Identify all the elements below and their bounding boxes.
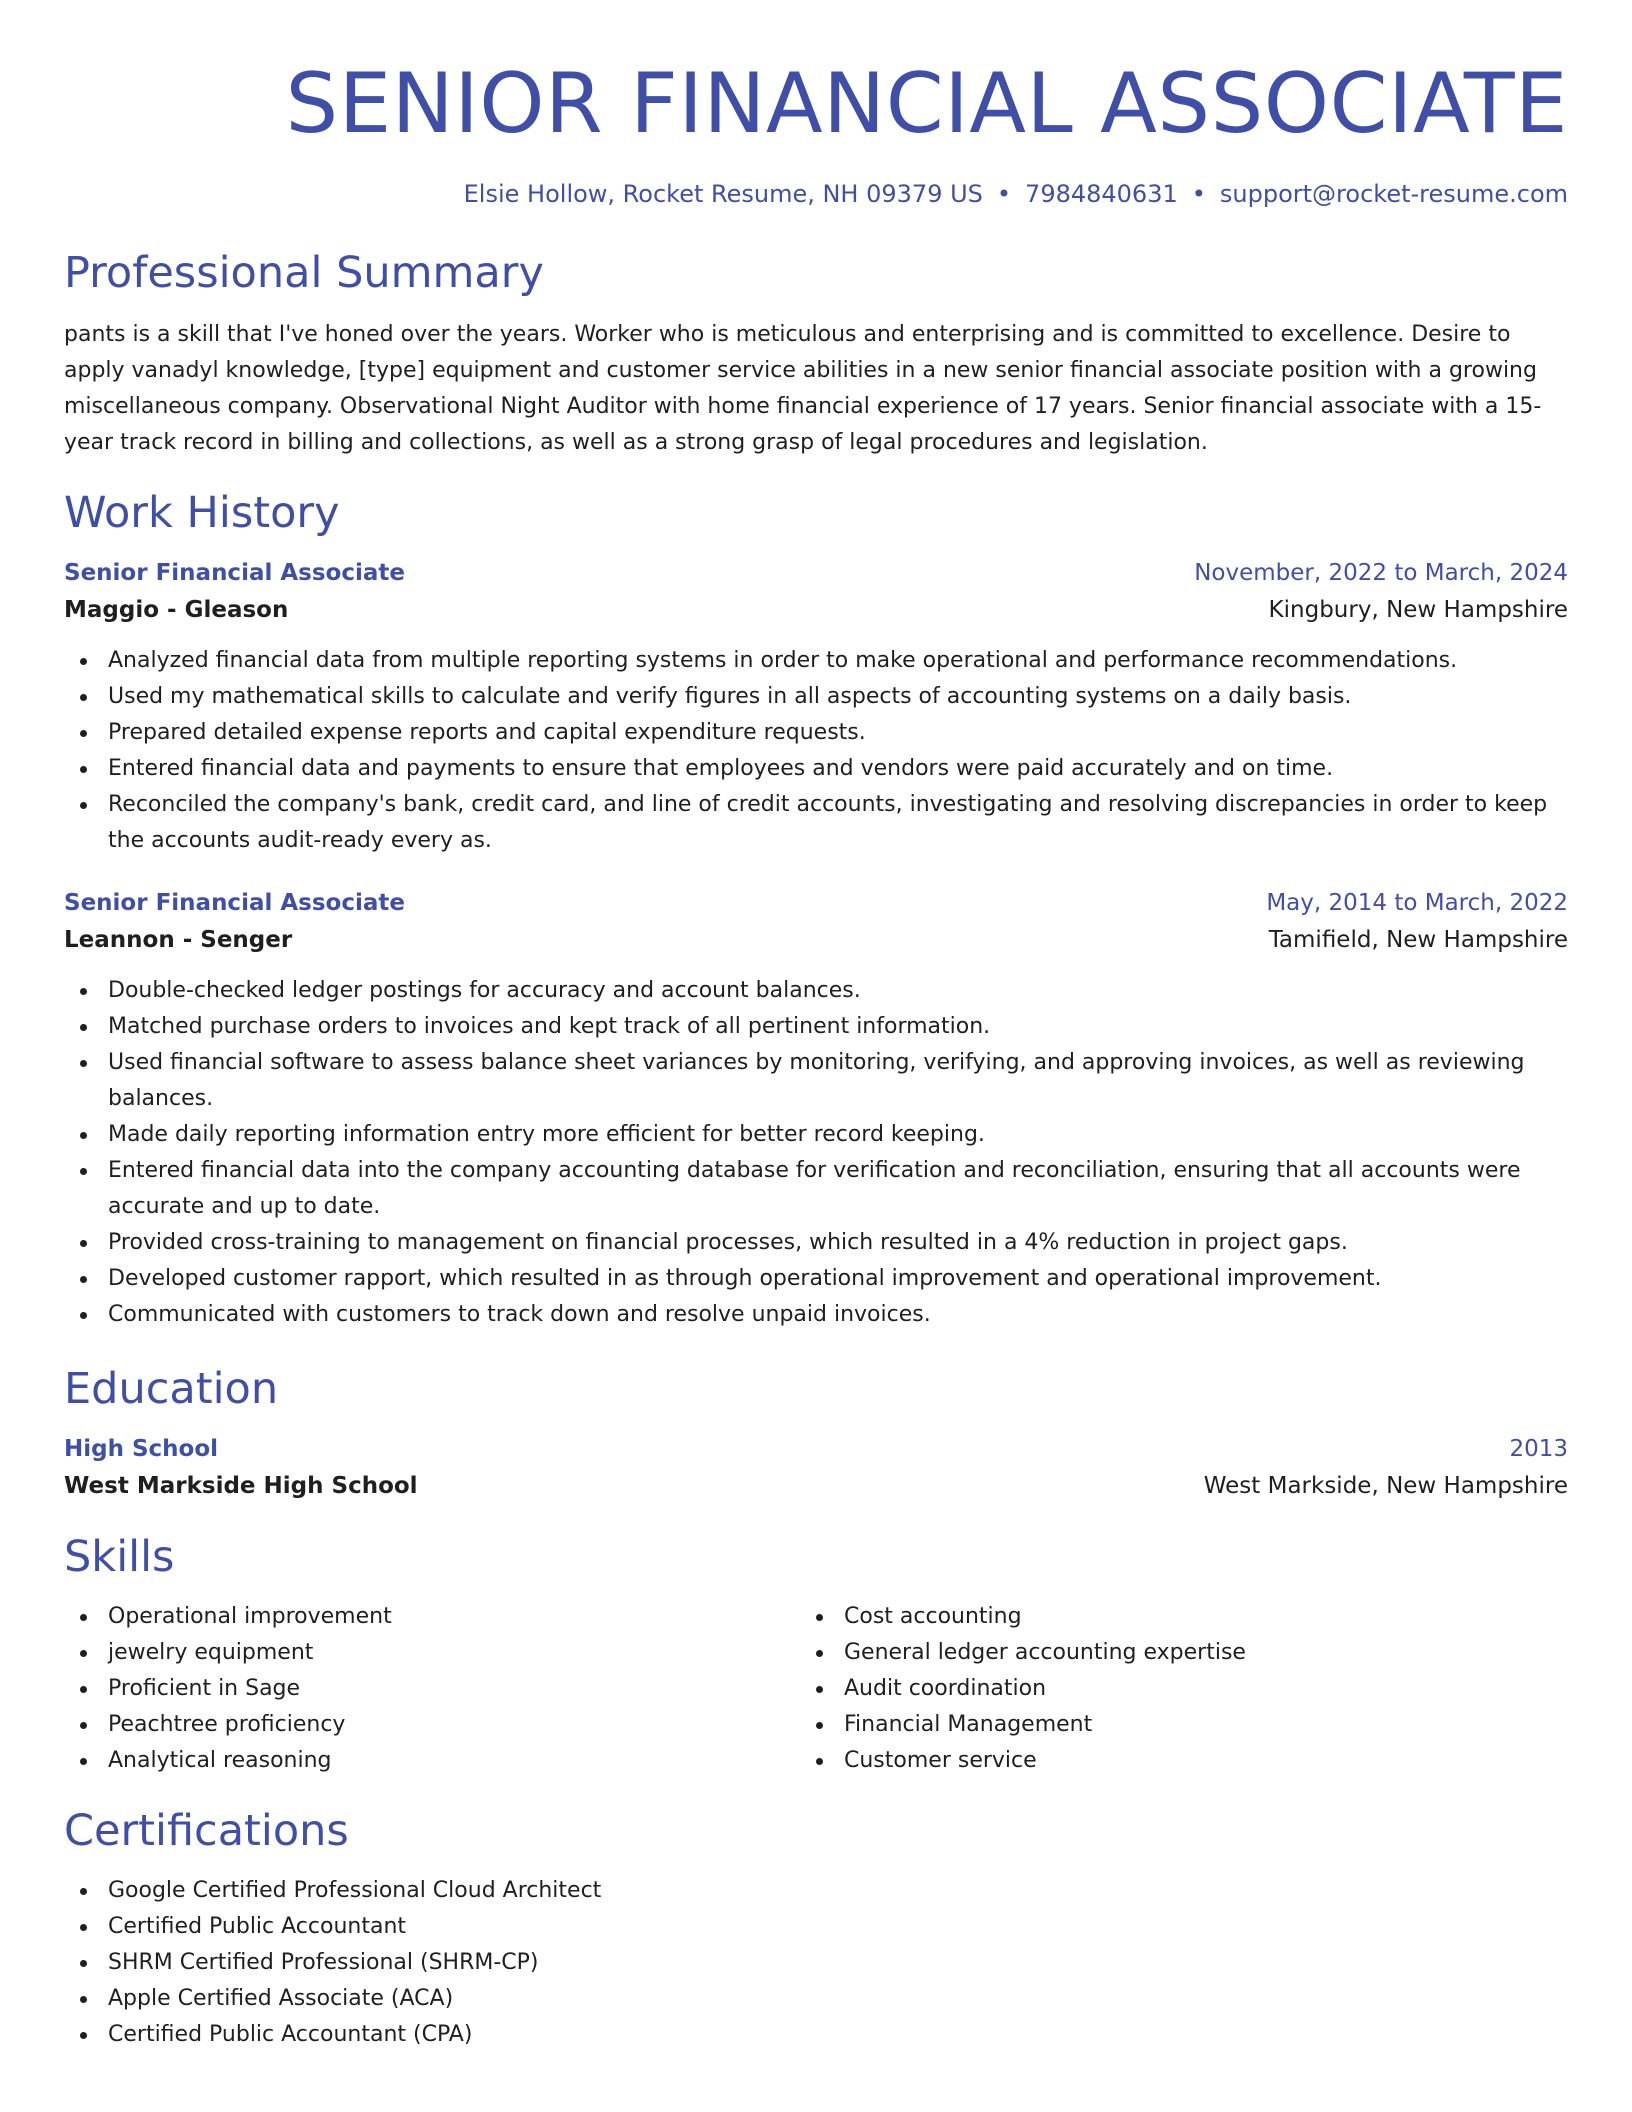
skill-text: Customer service: [844, 1748, 1037, 1773]
skill-item: [800, 1635, 1568, 1671]
section-heading-summary: Professional Summary: [64, 248, 544, 298]
certification-item: [64, 2017, 1568, 2053]
bullet-dot-icon: [80, 1132, 87, 1139]
job-company: Maggio - Gleason: [64, 597, 289, 623]
certifications-list: [64, 1873, 1568, 2053]
certification-item: [64, 1981, 1568, 2017]
bullet-dot-icon: [80, 988, 87, 995]
job-entry: [64, 555, 1568, 859]
section-heading-work-history: Work History: [64, 488, 340, 538]
section-heading-certifications: Certifications: [64, 1806, 349, 1856]
job-location: Tamifield, New Hampshire: [1268, 927, 1568, 953]
education-degree: High School: [64, 1436, 219, 1462]
bullet-dot-icon: [80, 2032, 87, 2039]
bullet-dot-icon: [816, 1686, 823, 1693]
bullet-dot-icon: [80, 1960, 87, 1967]
bullet-dot-icon: [80, 1168, 87, 1175]
certification-item: [64, 1873, 1568, 1909]
skill-item: [800, 1743, 1568, 1779]
bullet-dot-icon: [80, 1312, 87, 1319]
job-dates: November, 2022 to March, 2024: [1194, 560, 1568, 586]
bullet-text: Reconciled the company's bank, credit card, and line of credit accounts, investigating and resolving discrepancies in order to keep the accounts audit-ready every as.: [108, 792, 1548, 853]
skill-item: [800, 1707, 1568, 1743]
education-school-row: [64, 1467, 1568, 1505]
skill-text: jewelry equipment: [108, 1640, 314, 1665]
bullet-item: [64, 973, 1568, 1009]
skill-text: Analytical reasoning: [108, 1748, 332, 1773]
certification-text: Certified Public Accountant (CPA): [108, 2022, 473, 2047]
skill-item: [800, 1599, 1568, 1635]
contact-separator: •: [996, 180, 1012, 208]
skill-item: [64, 1599, 800, 1635]
skill-text: Peachtree proficiency: [108, 1712, 346, 1737]
bullet-dot-icon: [816, 1758, 823, 1765]
bullet-dot-icon: [80, 1240, 87, 1247]
job-company-row: [64, 591, 1568, 629]
job-header-row: [64, 555, 1568, 591]
job-dates: May, 2014 to March, 2022: [1266, 890, 1568, 916]
bullet-dot-icon: [80, 1276, 87, 1283]
contact-separator: •: [1191, 180, 1206, 208]
bullet-text: Used financial software to assess balance sheet variances by monitoring, verifying, and approving invoices, as well as reviewing balances.: [108, 1050, 1525, 1111]
skills-list-right: [800, 1599, 1568, 1779]
bullet-dot-icon: [80, 694, 87, 701]
bullet-dot-icon: [80, 730, 87, 737]
skill-item: [64, 1743, 800, 1779]
bullet-dot-icon: [816, 1722, 823, 1729]
job-bullets: [64, 643, 1568, 859]
bullet-text: Entered financial data into the company accounting database for verification and reconciliation, ensuring that all accounts were accurate and up to date.: [108, 1158, 1521, 1219]
skill-text: General ledger accounting expertise: [844, 1640, 1246, 1665]
certification-item: [64, 1945, 1568, 1981]
skill-text: Proficient in Sage: [108, 1676, 301, 1701]
skill-text: Operational improvement: [108, 1604, 392, 1629]
bullet-text: Prepared detailed expense reports and capital expenditure requests.: [108, 720, 866, 745]
bullet-item: [64, 643, 1568, 679]
section-heading-education: Education: [64, 1364, 279, 1414]
bullet-item: [64, 715, 1568, 751]
bullet-text: Analyzed financial data from multiple reporting systems in order to make operational and performance recommendations.: [108, 648, 1458, 673]
bullet-text: Made daily reporting information entry more efficient for better record keeping.: [108, 1122, 985, 1147]
bullet-item: [64, 1261, 1568, 1297]
skill-item: [64, 1671, 800, 1707]
job-location: Kingbury, New Hampshire: [1268, 597, 1568, 623]
certification-text: Google Certified Professional Cloud Architect: [108, 1878, 602, 1903]
education-year: 2013: [1509, 1436, 1568, 1462]
bullet-text: Double-checked ledger postings for accuracy and account balances.: [108, 978, 861, 1003]
bullet-item: [64, 1225, 1568, 1261]
bullet-text: Used my mathematical skills to calculate and verify figures in all aspects of accounting systems on a daily basis.: [108, 684, 1352, 709]
skill-item: [800, 1671, 1568, 1707]
section-heading-skills: Skills: [64, 1532, 175, 1582]
certification-text: Certified Public Accountant: [108, 1914, 407, 1939]
job-role: Senior Financial Associate: [64, 560, 405, 586]
resume-title: SENIOR FINANCIAL ASSOCIATE: [285, 55, 1568, 152]
education-location: West Markside, New Hampshire: [1203, 1473, 1568, 1499]
contact-phone: 7984840631: [1025, 180, 1178, 208]
bullet-item: [64, 751, 1568, 787]
bullet-dot-icon: [80, 1686, 87, 1693]
bullet-text: Communicated with customers to track down and resolve unpaid invoices.: [108, 1302, 931, 1327]
skill-item: [64, 1707, 800, 1743]
certification-item: [64, 1909, 1568, 1945]
education-entry: [64, 1431, 1568, 1505]
bullet-dot-icon: [80, 1650, 87, 1657]
certification-text: SHRM Certified Professional (SHRM-CP): [108, 1950, 539, 1975]
bullet-text: Provided cross-training to management on financial processes, which resulted in a 4% reduction in project gaps.: [108, 1230, 1348, 1255]
bullet-item: [64, 1117, 1568, 1153]
bullet-item: [64, 1153, 1568, 1225]
contact-address: Elsie Hollow, Rocket Resume, NH 09379 US: [463, 180, 983, 208]
bullet-dot-icon: [80, 802, 87, 809]
summary-text: pants is a skill that I've honed over the years. Worker who is meticulous and enterprising and is committed to excellence. Desire to apply vanadyl knowledge, [type] equipment and customer service abilities in a new senior financial associate position with a growing miscellaneous company. Observational Night Auditor with home financial experience of 17 years. Senior financial associate with a 15-year track record in billing and collections, as well as a strong grasp of legal procedures and legislation.: [64, 322, 1542, 455]
contact-line: [64, 178, 1568, 210]
job-bullets: [64, 973, 1568, 1333]
contact-email: support@rocket-resume.com: [1219, 180, 1568, 208]
education-school: West Markside High School: [64, 1473, 418, 1499]
bullet-dot-icon: [80, 1614, 87, 1621]
bullet-dot-icon: [80, 1996, 87, 2003]
bullet-text: Developed customer rapport, which resulted in as through operational improvement and operational improvement.: [108, 1266, 1382, 1291]
job-entry: [64, 885, 1568, 1333]
bullet-dot-icon: [80, 1888, 87, 1895]
bullet-item: [64, 1045, 1568, 1117]
bullet-item: [64, 787, 1568, 859]
bullet-item: [64, 1009, 1568, 1045]
job-role: Senior Financial Associate: [64, 890, 405, 916]
bullet-item: [64, 679, 1568, 715]
certification-text: Apple Certified Associate (ACA): [108, 1986, 454, 2011]
skill-text: Financial Management: [844, 1712, 1093, 1737]
bullet-dot-icon: [80, 1722, 87, 1729]
job-header-row: [64, 885, 1568, 921]
job-company: Leannon - Senger: [64, 927, 293, 953]
bullet-item: [64, 1297, 1568, 1333]
bullet-dot-icon: [80, 658, 87, 665]
bullet-dot-icon: [816, 1614, 823, 1621]
bullet-text: Entered financial data and payments to ensure that employees and vendors were paid accurately and on time.: [108, 756, 1334, 781]
skill-text: Audit coordination: [844, 1676, 1047, 1701]
job-company-row: [64, 921, 1568, 959]
bullet-dot-icon: [80, 1024, 87, 1031]
bullet-dot-icon: [80, 1758, 87, 1765]
skills-list-left: [64, 1599, 800, 1779]
skill-text: Cost accounting: [844, 1604, 1022, 1629]
bullet-dot-icon: [816, 1650, 823, 1657]
bullet-dot-icon: [80, 1060, 87, 1067]
bullet-text: Matched purchase orders to invoices and kept track of all pertinent information.: [108, 1014, 991, 1039]
bullet-dot-icon: [80, 1924, 87, 1931]
education-header-row: [64, 1431, 1568, 1467]
skills-columns: [64, 1599, 1568, 1779]
bullet-dot-icon: [80, 766, 87, 773]
skill-item: [64, 1635, 800, 1671]
